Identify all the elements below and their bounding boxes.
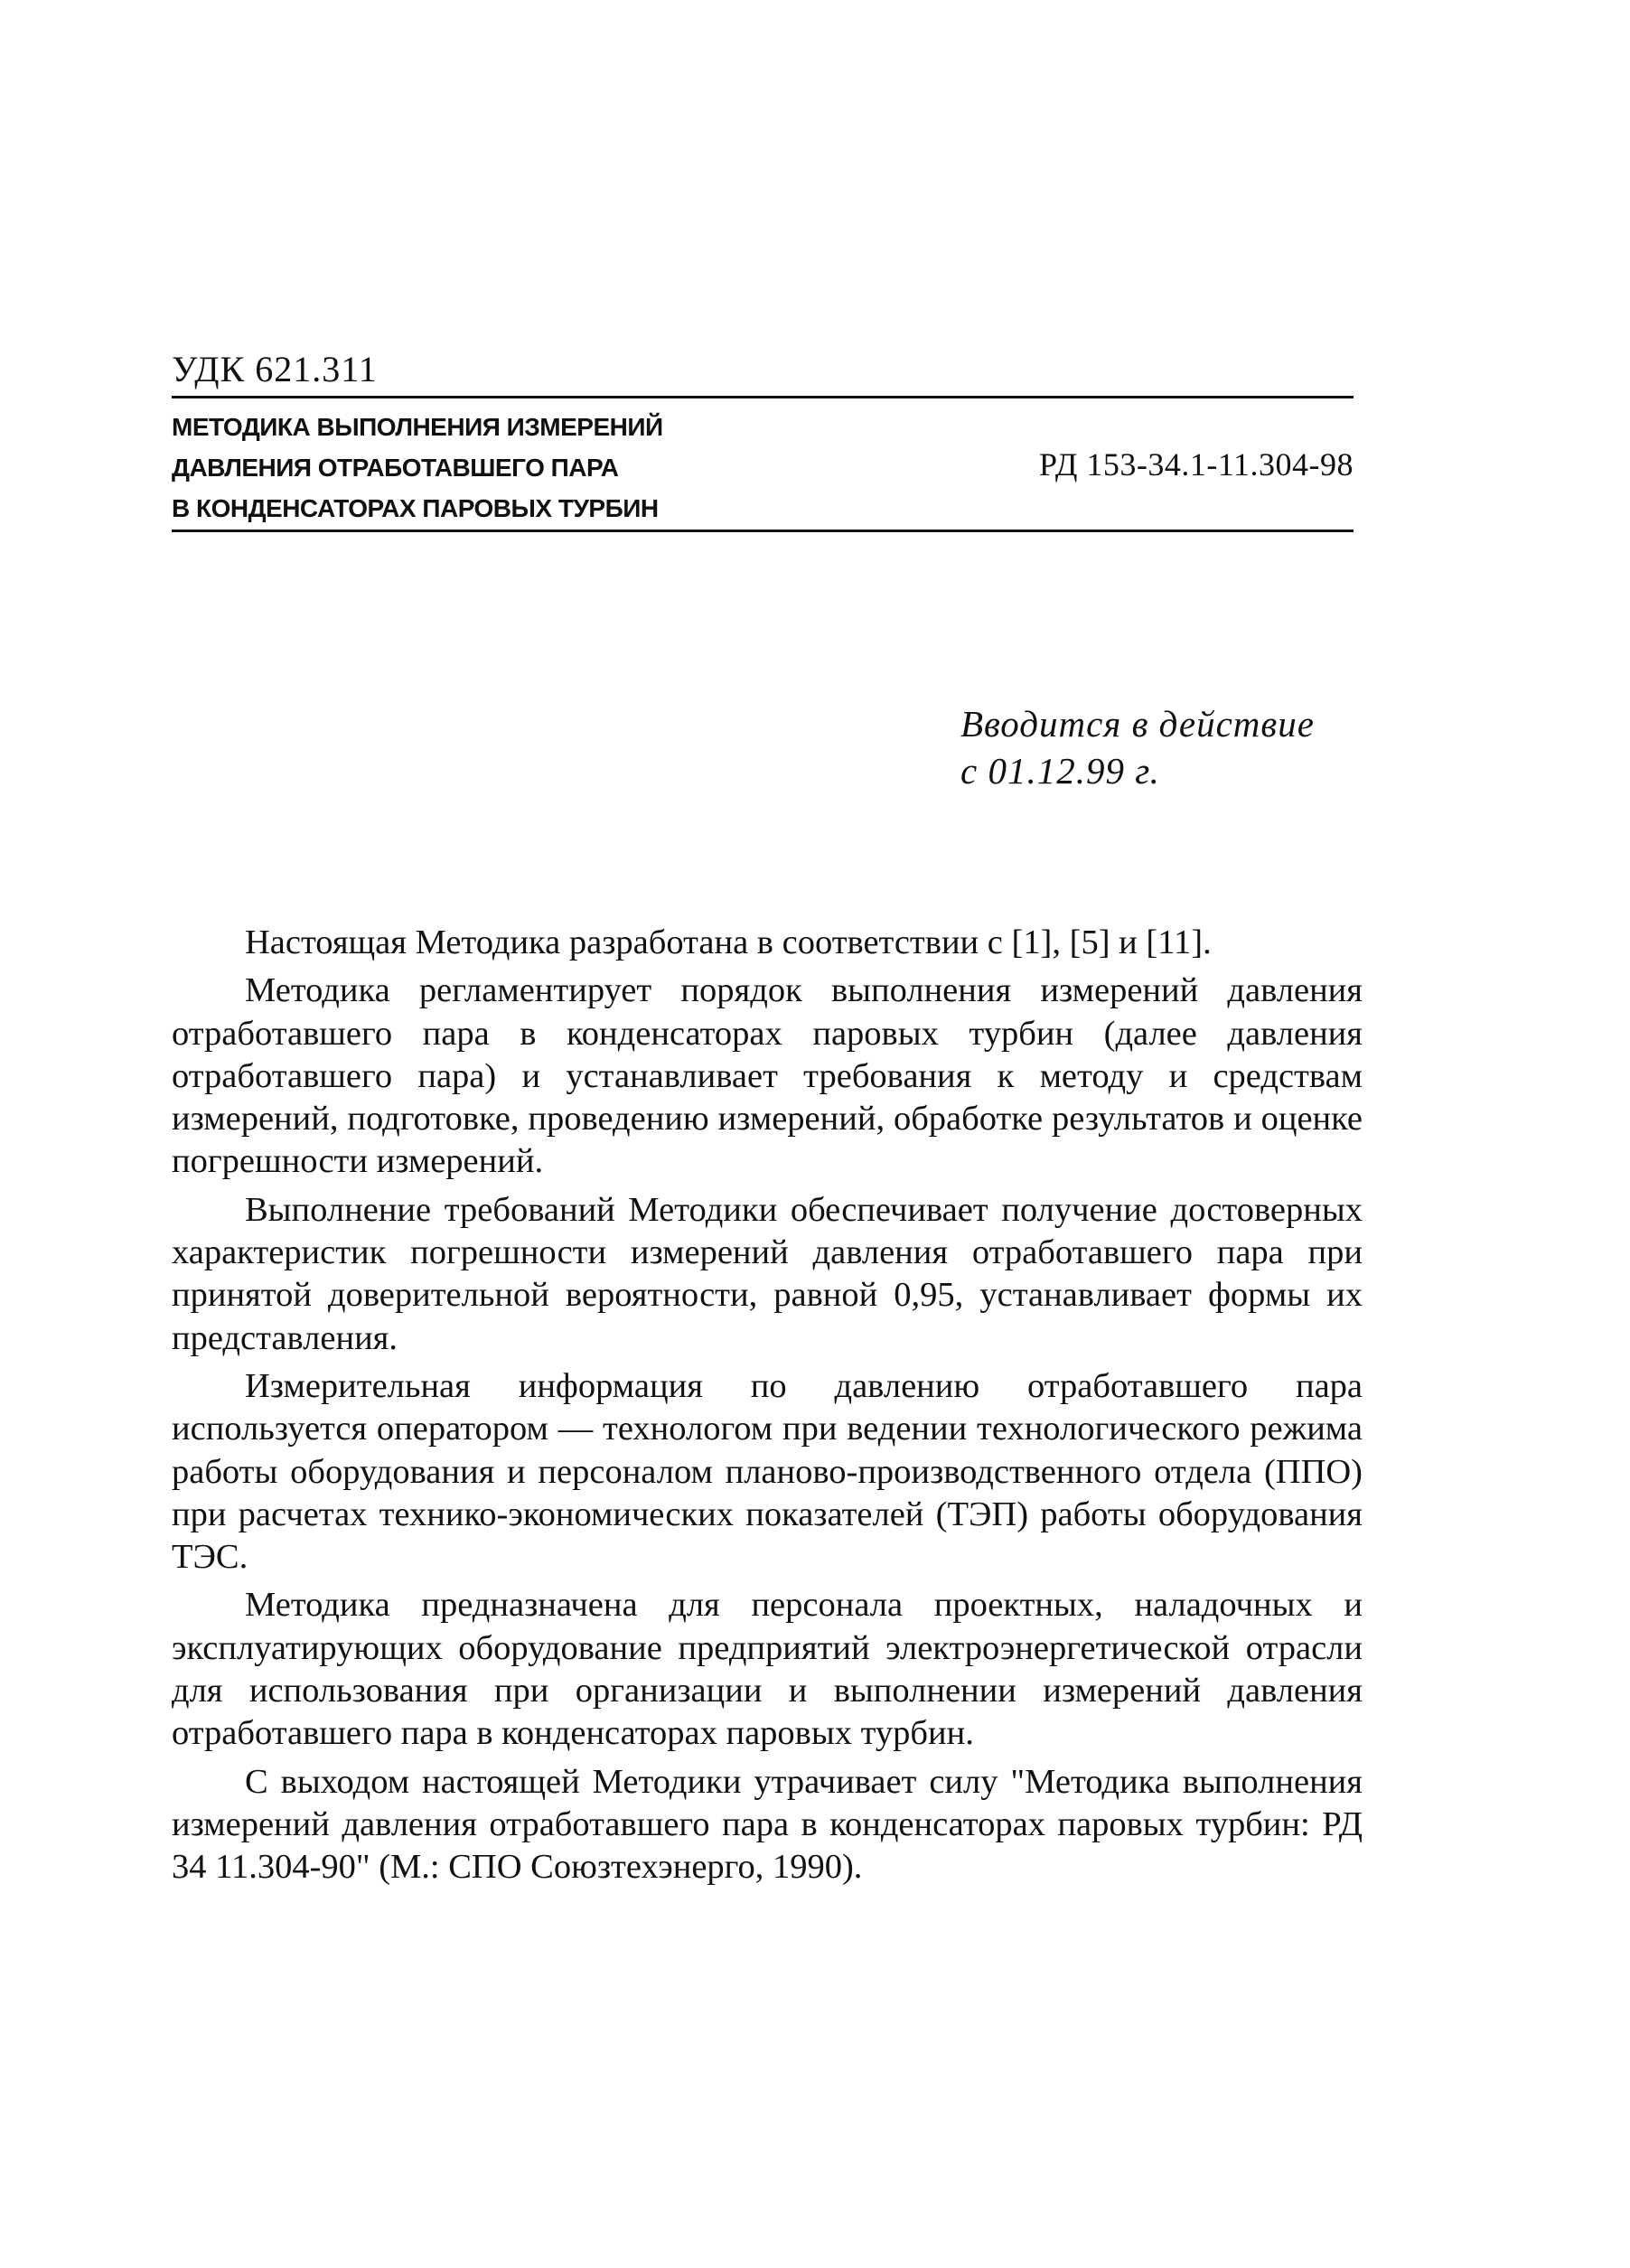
header-bottom-rule bbox=[172, 530, 1354, 532]
body-paragraph: Настоящая Методика разработана в соответствии с [1], [5] и [11]. bbox=[245, 923, 1212, 961]
effective-date: с 01.12.99 г. bbox=[960, 750, 1160, 792]
document-code: РД 153-34.1-11.304-98 bbox=[1039, 446, 1354, 483]
body-paragraph: Выполнение требований Методики обеспечивает получение достоверных характеристик погрешности измерений давления отработавшего пара при принятой доверительной вероятности, равной 0,95, устанавливает формы их представления. bbox=[172, 1190, 1363, 1357]
body-paragraph: Методика регламентирует порядок выполнения измерений давления отработавшего пара в конденсаторах паровых турбин (далее давления отработавшего пара) и устанавливает требования к методу и средствам измерений, подготовке, проведению измерений, обработке результатов и оценке погрешности измерений. bbox=[172, 971, 1363, 1181]
header-top-rule bbox=[172, 396, 1354, 398]
document-body bbox=[172, 922, 1363, 1895]
effective-date-note bbox=[960, 700, 1315, 794]
document-title-line: В КОНДЕНСАТОРАХ ПАРОВЫХ ТУРБИН bbox=[172, 494, 659, 522]
body-paragraph: Измерительная информация по давлению отработавшего пара используется оператором — технологом при ведении технологического режима работы оборудования и персоналом планово-производственного отдела (ППО) при расчетах технико-экономических показателей (ТЭП) работы оборудования ТЭС. bbox=[172, 1366, 1363, 1577]
body-paragraph: С выходом настоящей Методики утрачивает силу "Методика выполнения измерений давления отработавшего пара в конденсаторах паровых турбин: РД 34 11.304-90" (М.: СПО Союзтехэнерго, 1990). bbox=[172, 1762, 1363, 1887]
effective-line: Вводится в действие bbox=[960, 703, 1315, 745]
document-title-line: МЕТОДИКА ВЫПОЛНЕНИЯ ИЗМЕРЕНИЙ bbox=[172, 413, 663, 441]
udk-code: УДК 621.311 bbox=[172, 349, 378, 389]
document-title-line: ДАВЛЕНИЯ ОТРАБОТАВШЕГО ПАРА bbox=[172, 454, 619, 482]
document-title bbox=[172, 407, 663, 529]
body-paragraph: Методика предназначена для персонала проектных, наладочных и эксплуатирующих оборудование предприятий электроэнергетической отрасли для использования при организации и выполнении измерений давления отработавшего пара в конденсаторах паровых турбин. bbox=[172, 1586, 1363, 1753]
